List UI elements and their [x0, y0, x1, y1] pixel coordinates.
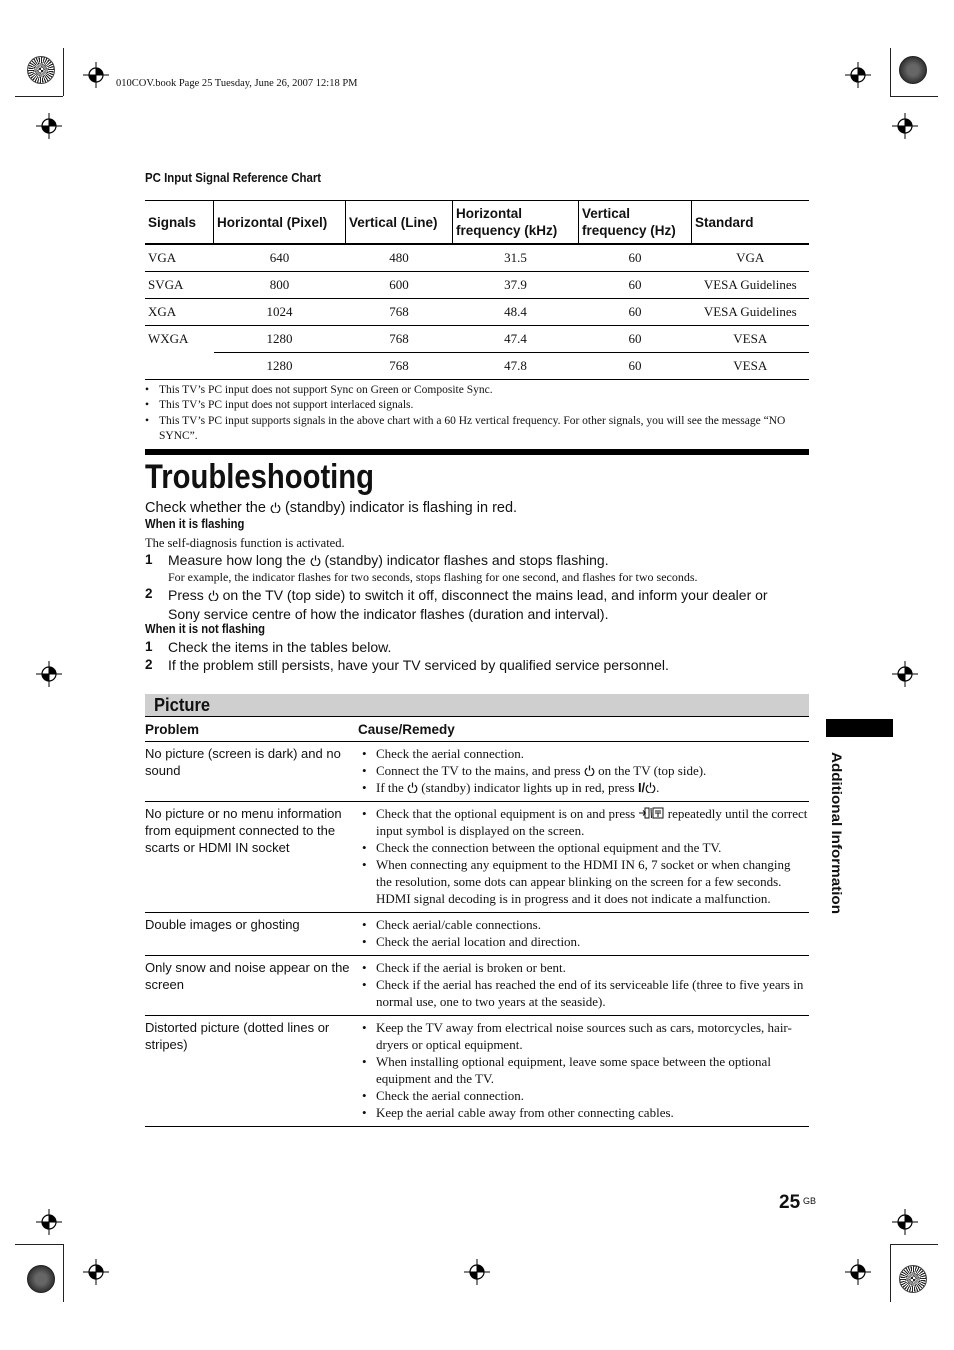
table-cell: 800 [214, 272, 346, 299]
step-text: on the TV (top side) to switch it off, disconnect the mains lead, and inform your dealer or Sony service centre of how the indicator flashes (duration and interval). [168, 587, 768, 622]
registration-mark [892, 1209, 918, 1235]
table-cell: 768 [346, 326, 453, 353]
table-cell: 1280 [214, 326, 346, 353]
table-cell: 480 [346, 244, 453, 272]
remedy-text: Connect the TV to the mains, and press [376, 763, 584, 778]
table-row [145, 353, 809, 380]
color-rosette-dark [27, 1265, 55, 1293]
table-row [145, 244, 809, 272]
chapter-side-label-text: Additional Information [829, 752, 845, 902]
list-item: • Check the aerial connection. [358, 745, 809, 762]
table-cell: VESA Guidelines [692, 299, 810, 326]
page-number: 25 [779, 1192, 801, 1213]
table-cell: 31.5 [453, 244, 579, 272]
input-select-icon [638, 807, 664, 819]
table-cell: XGA [145, 299, 214, 326]
list-item: • This TV’s PC input does not support interlaced signals. [145, 398, 809, 413]
table-cell: WXGA [145, 326, 214, 353]
chart-title: PC Input Signal Reference Chart [145, 170, 322, 185]
remedy-cell [358, 956, 809, 1016]
table-row [145, 913, 809, 956]
table-row [145, 299, 809, 326]
standby-icon [310, 555, 321, 566]
remedy-text: (standby) indicator lights up in red, press [418, 780, 638, 795]
table-header-row [145, 717, 809, 742]
column-header: Vertical (Line) [346, 201, 453, 245]
table-cell: 48.4 [453, 299, 579, 326]
table-cell: VESA [692, 353, 810, 380]
remedy-cell [358, 742, 809, 802]
list-item: • This TV’s PC input does not support Sync on Green or Composite Sync. [145, 383, 809, 398]
table-cell: 1024 [214, 299, 346, 326]
table-row [145, 326, 809, 353]
table-cell: 1280 [214, 353, 346, 380]
list-item: • Check if the aerial has reached the end of its serviceable life (three to five years in normal use, one to two years at the seaside). [358, 976, 809, 1010]
standby-icon [645, 782, 656, 793]
section-rule [145, 449, 809, 455]
registration-mark [464, 1259, 490, 1285]
section-title: Troubleshooting [145, 458, 375, 496]
table-cell: VESA [692, 326, 810, 353]
table-cell: 640 [214, 244, 346, 272]
table-cell: 600 [346, 272, 453, 299]
list-item: • Keep the TV away from electrical noise sources such as cars, motorcycles, hair-dryers or optical equipment. [358, 1019, 809, 1053]
step-text: (standby) indicator flashes and stops flashing. [320, 552, 609, 568]
list-item [358, 779, 809, 796]
column-header: Signals [145, 201, 214, 245]
column-header: Standard [692, 201, 810, 245]
picture-section-title: Picture [154, 695, 211, 715]
not-flashing-step-2: If the problem still persists, have your TV serviced by qualified service personnel. [168, 657, 669, 673]
registration-mark [36, 661, 62, 687]
remedy-text: If the [376, 780, 408, 795]
flashing-heading: When it is flashing [145, 517, 245, 531]
table-cell: 60 [579, 272, 692, 299]
list-item: • When connecting any equipment to the HDMI IN 6, 7 socket or when changing the resolution, some dots can appear blinking on the screen for a few seconds. HDMI signal decoding is in progress and it does not indicate a malfunction. [358, 856, 809, 907]
step-number: 2 [145, 586, 153, 601]
column-header-problem: Problem [145, 717, 358, 742]
list-item: • Check if the aerial is broken or bent. [358, 959, 809, 976]
flashing-step-2 [168, 586, 798, 623]
step-text: Press [168, 587, 208, 603]
table-cell: 60 [579, 353, 692, 380]
table-cell: VGA [145, 244, 214, 272]
signal-table [145, 200, 809, 380]
list-item: • Keep the aerial cable away from other connecting cables. [358, 1104, 809, 1121]
chapter-side-label [827, 750, 847, 920]
list-item: • Check the aerial connection. [358, 1087, 809, 1104]
power-icon [584, 765, 595, 776]
remedy-text: Check that the optional equipment is on and press [376, 806, 639, 821]
column-header: Vertical frequency (Hz) [579, 201, 692, 245]
step-number: 1 [145, 639, 153, 654]
remedy-text: repeatedly until the correct input symbol is displayed on the screen. [376, 806, 808, 838]
list-item: • Check the aerial location and direction. [358, 933, 809, 950]
signal-notes-list [145, 383, 809, 444]
power-icon [208, 590, 219, 601]
registration-mark [36, 113, 62, 139]
remedy-text: on the TV (top side). [594, 763, 707, 778]
table-cell: 37.9 [453, 272, 579, 299]
intro-text [145, 500, 517, 516]
table-cell: 60 [579, 244, 692, 272]
step-number: 1 [145, 552, 153, 567]
registration-mark [845, 1259, 871, 1285]
column-header-remedy: Cause/Remedy [358, 717, 809, 742]
remedy-cell [358, 802, 809, 913]
problem-cell: Double images or ghosting [145, 913, 358, 956]
color-rosette-light [27, 56, 55, 84]
color-rosette-light [899, 1265, 927, 1293]
standby-icon [270, 502, 281, 513]
problem-cell: No picture (screen is dark) and no sound [145, 742, 358, 802]
flashing-step-1 [168, 552, 609, 568]
column-header: Horizontal frequency (kHz) [453, 201, 579, 245]
table-cell: 768 [346, 299, 453, 326]
list-item [358, 762, 809, 779]
table-cell: 60 [579, 326, 692, 353]
table-cell: VGA [692, 244, 810, 272]
table-cell: VESA Guidelines [692, 272, 810, 299]
flashing-step-1-example: For example, the indicator flashes for two seconds, stops flashing for one second, and flashes for two seconds. [168, 570, 698, 584]
list-item: • Check the connection between the optional equipment and the TV. [358, 839, 809, 856]
intro-text-start: Check whether the [145, 500, 270, 516]
registration-mark [845, 62, 871, 88]
table-row [145, 272, 809, 299]
registration-mark [83, 62, 109, 88]
color-rosette-dark [899, 56, 927, 84]
tv-standby-button-icon: I/ [637, 780, 646, 795]
table-row [145, 1016, 809, 1127]
flashing-description: The self-diagnosis function is activated. [145, 536, 345, 550]
list-item: • Check aerial/cable connections. [358, 916, 809, 933]
page-number-suffix: GB [803, 1196, 817, 1206]
remedy-cell [358, 1016, 809, 1127]
table-cell: 47.8 [453, 353, 579, 380]
table-cell [145, 353, 214, 380]
problem-cell: Only snow and noise appear on the screen [145, 956, 358, 1016]
table-cell: 47.4 [453, 326, 579, 353]
table-row [145, 802, 809, 913]
list-item: • This TV’s PC input supports signals in the above chart with a 60 Hz vertical frequency. For other signals, you will see the message “NO SYNC”. [145, 414, 809, 445]
registration-mark [892, 661, 918, 687]
picture-section-bar [145, 694, 809, 716]
table-cell: 768 [346, 353, 453, 380]
problem-cell: Distorted picture (dotted lines or stripes) [145, 1016, 358, 1127]
step-text: Measure how long the [168, 552, 310, 568]
signal-table-header-row [145, 201, 809, 245]
list-item: • When installing optional equipment, leave some space between the optional equipment and the TV. [358, 1053, 809, 1087]
table-cell: 60 [579, 299, 692, 326]
problem-cell: No picture or no menu information from equipment connected to the scarts or HDMI IN socket [145, 802, 358, 913]
registration-mark [83, 1259, 109, 1285]
chapter-tab [826, 719, 893, 737]
not-flashing-heading: When it is not flashing [145, 622, 265, 636]
not-flashing-step-1: Check the items in the tables below. [168, 639, 392, 655]
standby-icon [407, 782, 418, 793]
list-item [358, 805, 809, 839]
picture-troubleshooting-table [145, 716, 809, 1127]
step-number: 2 [145, 657, 153, 672]
remedy-cell [358, 913, 809, 956]
column-header: Horizontal (Pixel) [214, 201, 346, 245]
registration-mark [36, 1209, 62, 1235]
table-cell: SVGA [145, 272, 214, 299]
table-row [145, 956, 809, 1016]
print-header-note: 010COV.book Page 25 Tuesday, June 26, 2007 12:18 PM [116, 78, 358, 89]
intro-text-end: (standby) indicator is flashing in red. [280, 500, 518, 516]
remedy-text: . [656, 780, 660, 795]
registration-mark [892, 113, 918, 139]
table-row [145, 742, 809, 802]
